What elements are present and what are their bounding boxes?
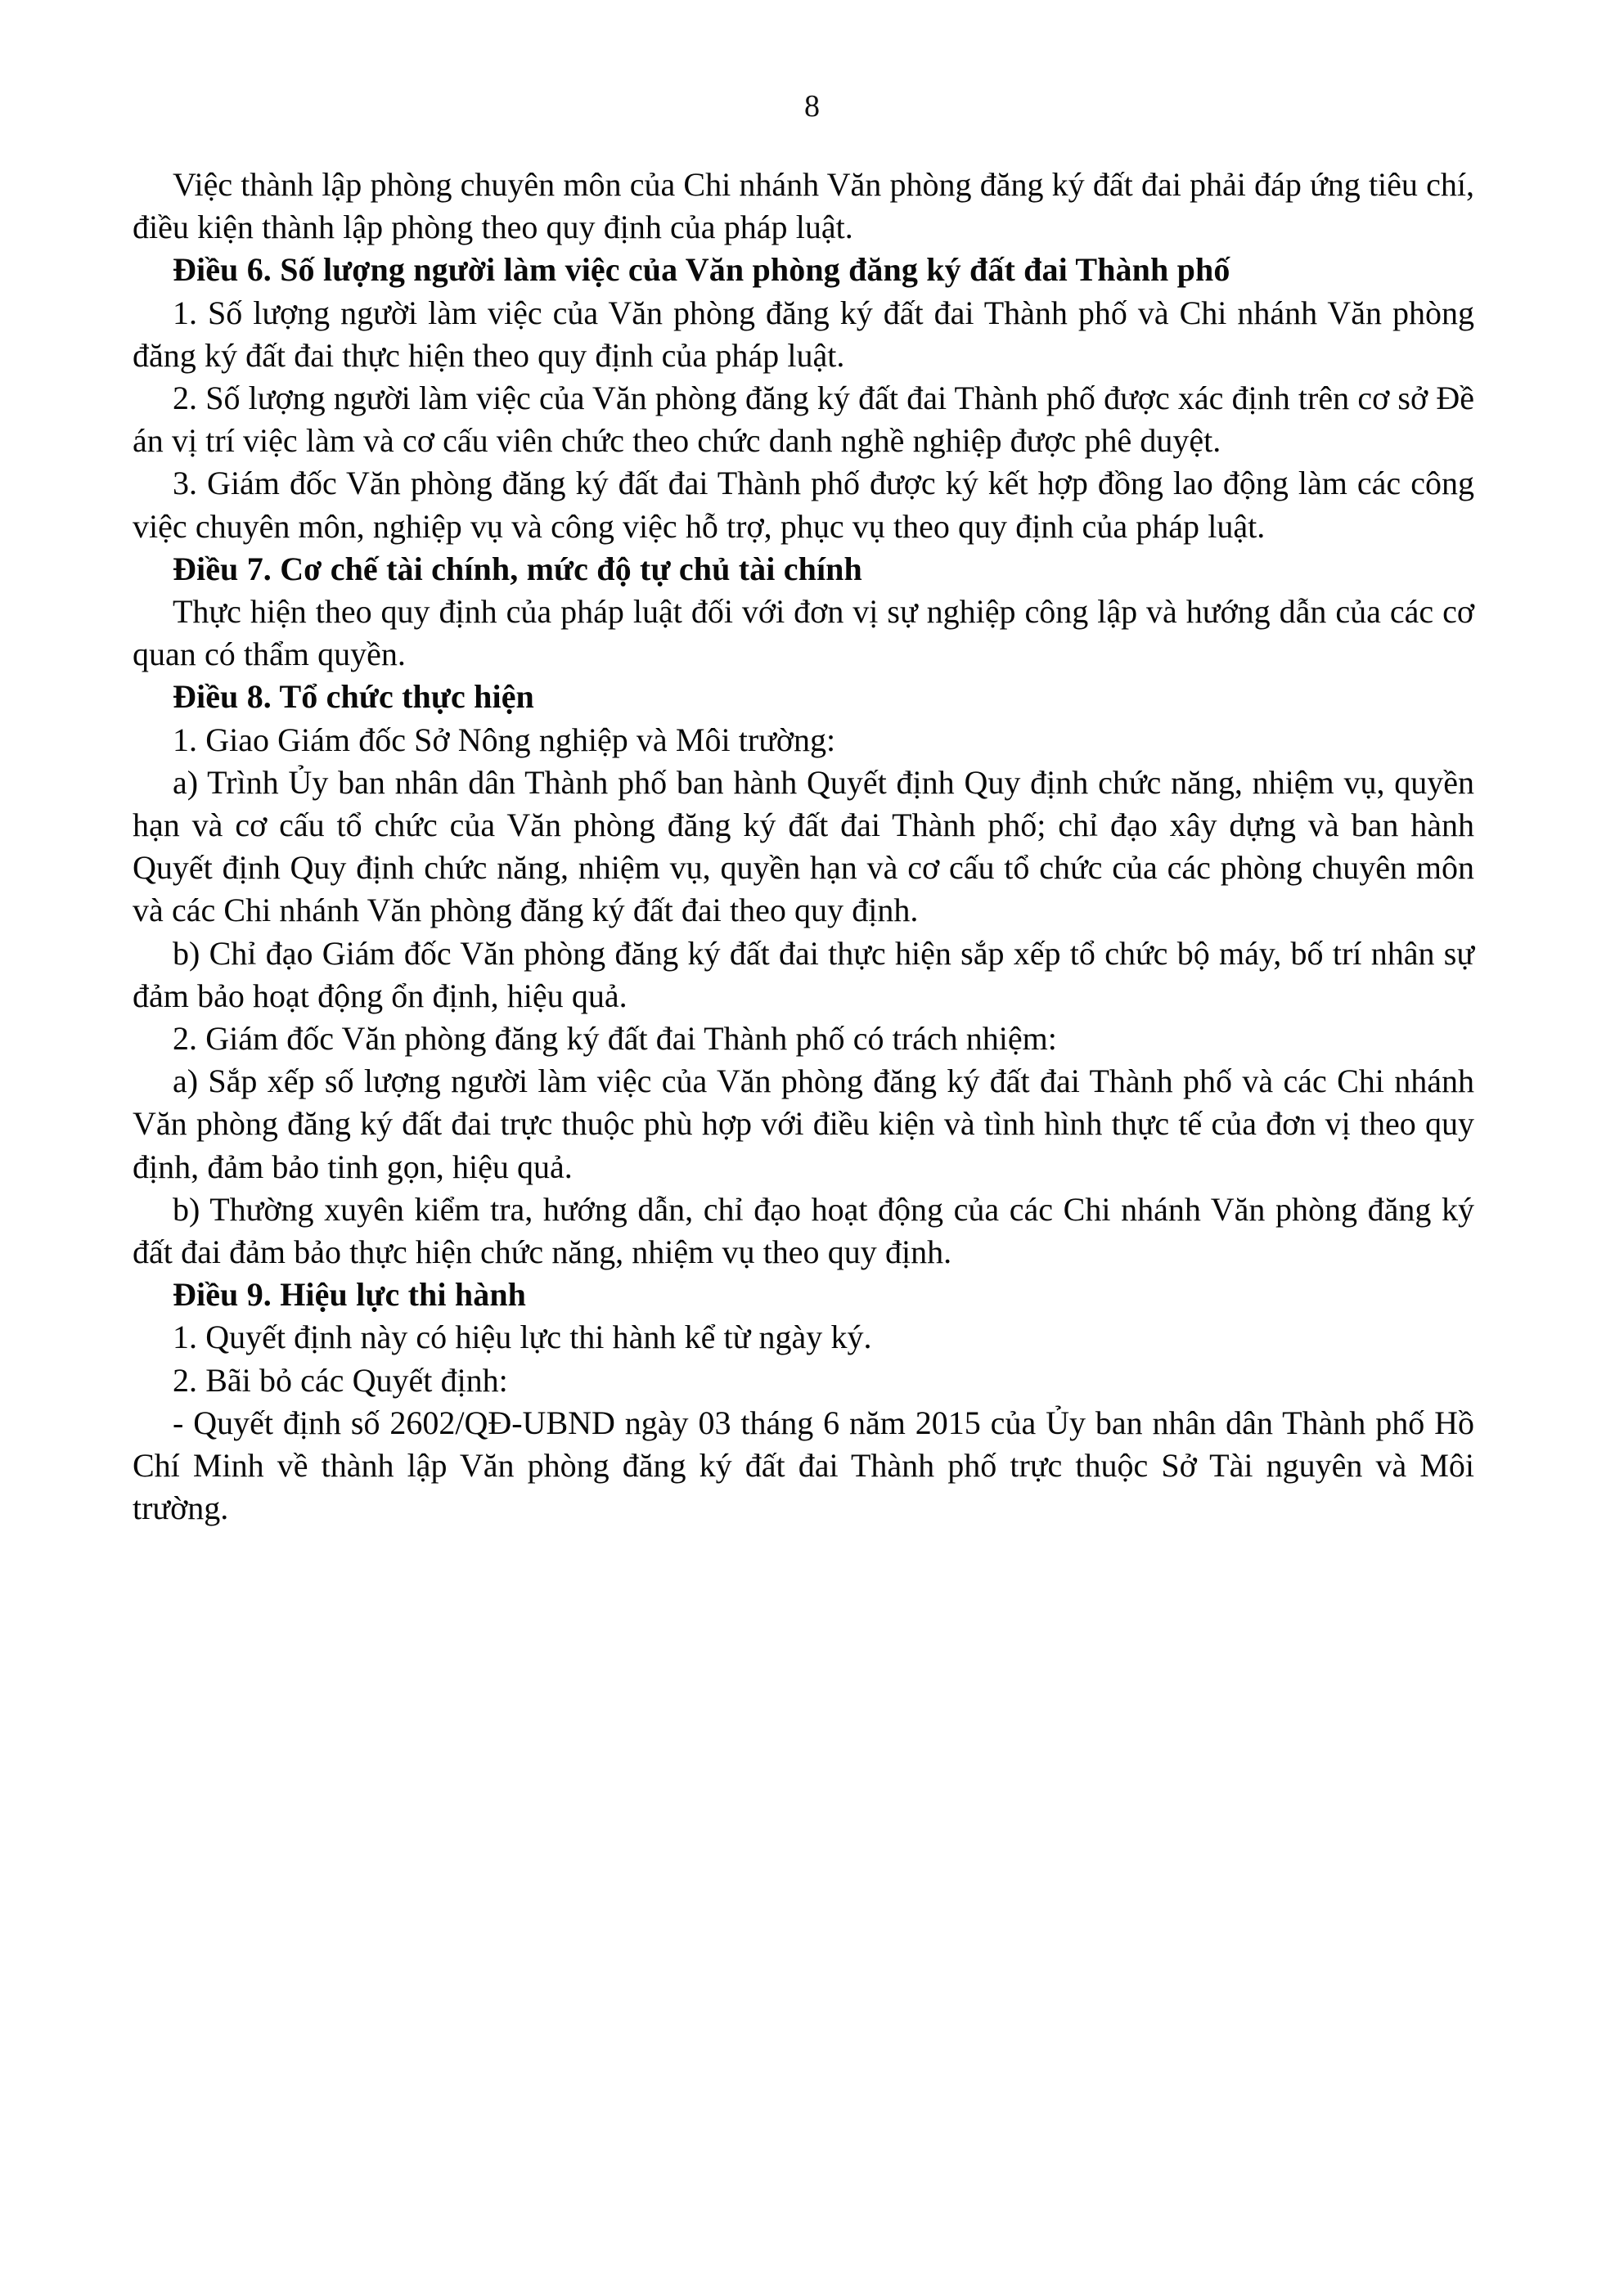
paragraph-dieu8-item-1: 1. Giao Giám đốc Sở Nông nghiệp và Môi trường: xyxy=(173,721,836,758)
paragraph-dieu6-item-1: 1. Số lượng người làm việc của Văn phòng đăng ký đất đai Thành phố và Chi nhánh Văn phòng đăng ký đất đai thực hiện theo quy định của pháp luật. xyxy=(133,294,1474,374)
paragraph-dieu6-item-2: 2. Số lượng người làm việc của Văn phòng đăng ký đất đai Thành phố được xác định trên cơ sở Đề án vị trí việc làm và cơ cấu viên chức theo chức danh nghề nghiệp được phê duyệt. xyxy=(133,380,1474,460)
heading-dieu-9: Điều 9. Hiệu lực thi hành xyxy=(173,1276,527,1314)
paragraph-viec-thanh-lap: Việc thành lập phòng chuyên môn của Chi nhánh Văn phòng đăng ký đất đai phải đáp ứng tiêu chí, điều kiện thành lập phòng theo quy định của pháp luật. xyxy=(133,166,1474,246)
paragraph-dieu9-item-1: 1. Quyết định này có hiệu lực thi hành kể từ ngày ký. xyxy=(173,1319,872,1356)
paragraph-dieu8-item-2b: b) Thường xuyên kiểm tra, hướng dẫn, chỉ đạo hoạt động của các Chi nhánh Văn phòng đăng ký đất đai đảm bảo thực hiện chức năng, nhiệm vụ theo quy định. xyxy=(133,1190,1474,1271)
heading-dieu-7: Điều 7. Cơ chế tài chính, mức độ tự chủ tài chính xyxy=(173,550,862,587)
paragraph-dieu6-item-3: 3. Giám đốc Văn phòng đăng ký đất đai Thành phố được ký kết hợp đồng lao động làm các công việc chuyên môn, nghiệp vụ và công việc hỗ trợ, phục vụ theo quy định của pháp luật. xyxy=(133,465,1474,545)
heading-dieu-8: Điều 8. Tổ chức thực hiện xyxy=(173,678,534,716)
paragraph-dieu7-body: Thực hiện theo quy định của pháp luật đối với đơn vị sự nghiệp công lập và hướng dẫn của các cơ quan có thẩm quyền. xyxy=(133,593,1474,673)
paragraph-dieu8-item-2: 2. Giám đốc Văn phòng đăng ký đất đai Thành phố có trách nhiệm: xyxy=(173,1020,1057,1058)
page-number: 8 xyxy=(804,89,820,124)
paragraph-dieu9-item-2: 2. Bãi bỏ các Quyết định: xyxy=(173,1361,508,1399)
paragraph-dieu9-item-2-bullet-1: - Quyết định số 2602/QĐ-UBND ngày 03 tháng 6 năm 2015 của Ủy ban nhân dân Thành phố Hồ Chí Minh về thành lập Văn phòng đăng ký đất đai Thành phố trực thuộc Sở Tài nguyên và Môi trường. xyxy=(133,1404,1474,1527)
paragraph-dieu8-item-1a: a) Trình Ủy ban nhân dân Thành phố ban hành Quyết định Quy định chức năng, nhiệm vụ, quyền hạn và cơ cấu tổ chức của Văn phòng đăng ký đất đai Thành phố; chỉ đạo xây dựng và ban hành Quyết định Quy định chức năng, nhiệm vụ, quyền hạn và cơ cấu tổ chức của các phòng chuyên môn và các Chi nhánh Văn phòng đăng ký đất đai theo quy định. xyxy=(133,763,1474,929)
document-body xyxy=(133,164,1474,1530)
paragraph-dieu8-item-2a: a) Sắp xếp số lượng người làm việc của Văn phòng đăng ký đất đai Thành phố và các Chi nhánh Văn phòng đăng ký đất đai trực thuộc phù hợp với điều kiện và tình hình thực tế của đơn vị theo quy định, đảm bảo tinh gọn, hiệu quả. xyxy=(133,1063,1474,1185)
paragraph-dieu8-item-1b: b) Chỉ đạo Giám đốc Văn phòng đăng ký đất đai thực hiện sắp xếp tổ chức bộ máy, bố trí nhân sự đảm bảo hoạt động ổn định, hiệu quả. xyxy=(133,934,1474,1014)
heading-dieu-6: Điều 6. Số lượng người làm việc của Văn phòng đăng ký đất đai Thành phố xyxy=(173,251,1230,289)
